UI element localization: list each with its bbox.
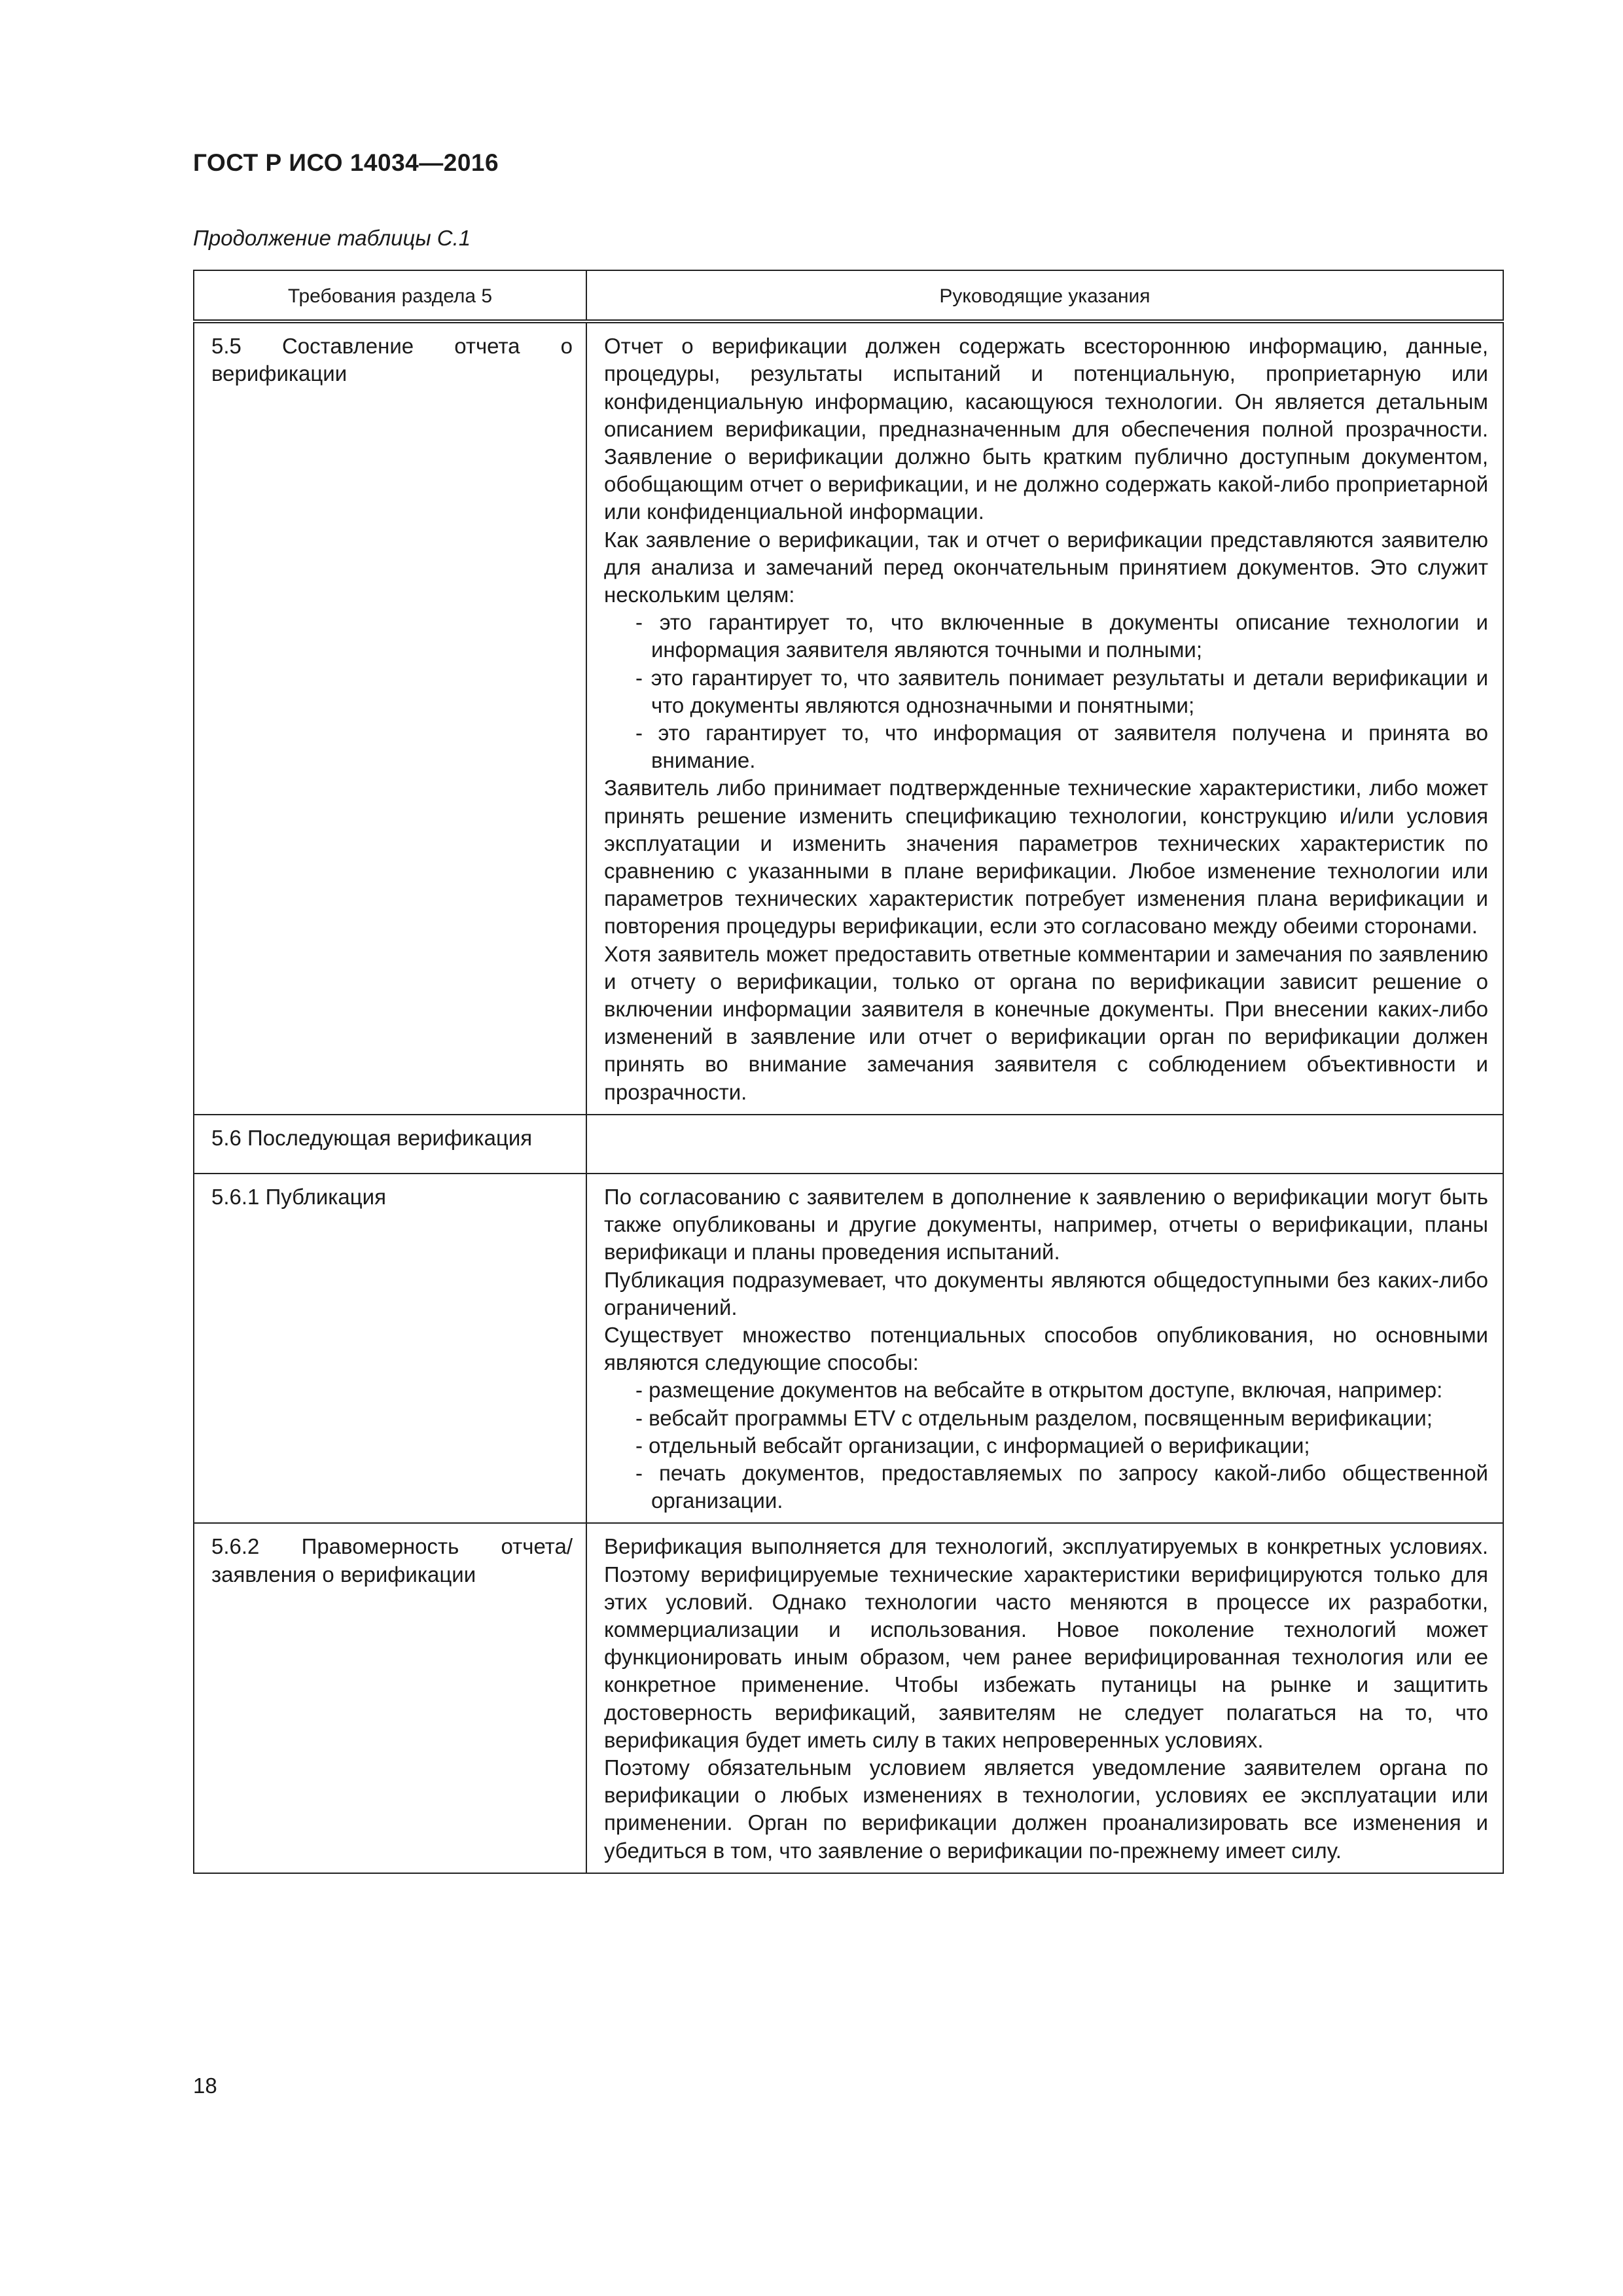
table-body: [194, 321, 1503, 1873]
requirement-cell: [194, 321, 586, 1115]
requirement-text: 5.6.1 Публикация: [211, 1184, 386, 1209]
table-row: [194, 321, 1503, 1115]
requirement-cell: [194, 1115, 586, 1174]
guidance-paragraph: Хотя заявитель может предоставить ответные комментарии и замечания по заявлению и отчету о верификации, только от органа по верификации зависит решение о включении информации заявителя в конечные документы. При внесении каких-либо изменений в заявление или отчет о верификации орган по верификации должен принять во внимание замечания заявителя с соблюдением объективности и прозрачности.: [604, 941, 1488, 1104]
guidance-paragraph: По согласованию с заявителем в дополнение к заявлению о верификации могут быть также опубликованы и другие документы, например, отчеты о верификации, планы верификаци и планы проведения испытаний.: [604, 1184, 1488, 1265]
guidance-list-item: - отдельный вебсайт организации, с информацией о верификации;: [635, 1433, 1310, 1458]
guidance-paragraph: Поэтому обязательным условием является уведомление заявителем органа по верификации о любых изменениях в технологии, условиях ее эксплуатации или применении. Орган по верификации должен проанализировать все изменения и убедиться в том, что заявление о верификации по-прежнему имеет силу.: [604, 1755, 1488, 1863]
table-header-row: [194, 270, 1503, 321]
guidance-list-item: - печать документов, предоставляемых по запросу какой-либо общественной организации.: [635, 1460, 1488, 1513]
guidance-cell: [586, 1523, 1503, 1873]
guidance-list-item: - размещение документов на вебсайте в открытом доступе, включая, например:: [635, 1378, 1443, 1403]
requirement-cell: [194, 1174, 586, 1523]
document-header: ГОСТ Р ИСО 14034—2016: [193, 149, 499, 176]
requirement-text: 5.6.2 Правомерность отчета/ заявления о верификации: [211, 1534, 573, 1587]
guidance-paragraph: Заявитель либо принимает подтвержденные технические характеристики, либо может принять решение изменить спецификацию технологии, конструкцию и/или условия эксплуатации и изменить значения параметров технических характеристик по сравнению с указанными в плане верификации. Любое изменение технологии или параметров технических характеристик потребует изменения плана верификации и повторения процедуры верификации, если это согласовано между обеими сторонами.: [604, 776, 1488, 939]
guidance-paragraph: Существует множество потенциальных способов опубликования, но основными являются следующие способы:: [604, 1322, 1488, 1375]
column-header-requirements: Требования раздела 5: [194, 270, 586, 321]
requirement-text: 5.5 Составление отчета о верификации: [211, 334, 573, 386]
table-row: [194, 1115, 1503, 1174]
guidance-cell: [586, 1174, 1503, 1523]
guidance-cell: [586, 1115, 1503, 1174]
guidance-paragraph: Верификация выполняется для технологий, эксплуатируемых в конкретных условиях. Поэтому верифицируемые технические характеристики верифицируются только для этих условий. Однако технологии часто меняются в процессе их разработки, коммерциализации и использования. Новое поколение технологий может функционировать иным образом, чем ранее верифицированная технология или ее конкретное применение. Чтобы избежать путаницы на рынке и защитить достоверность верификаций, заявителям не следует полагаться на то, что верификация будет иметь силу в таких непроверенных условиях.: [604, 1534, 1488, 1752]
requirement-text: 5.6 Последующая верификация: [211, 1125, 533, 1150]
guidance-table: [193, 270, 1504, 1874]
guidance-list-item: - это гарантирует то, что заявитель понимает результаты и детали верификации и что документы являются однозначными и понятными;: [635, 665, 1488, 717]
guidance-paragraph: Как заявление о верификации, так и отчет о верификации представляются заявителю для анализа и замечаний перед окончательным принятием документов. Это служит нескольким целям:: [604, 527, 1488, 607]
guidance-list-item: - это гарантирует то, что включенные в документы описание технологии и информация заявителя являются точными и полными;: [635, 610, 1488, 662]
table-row: [194, 1523, 1503, 1873]
requirement-cell: [194, 1523, 586, 1873]
page-number: 18: [193, 2073, 217, 2098]
guidance-list-item: - это гарантирует то, что информация от заявителя получена и принята во внимание.: [635, 721, 1488, 773]
table-row: [194, 1174, 1503, 1523]
table-caption: Продолжение таблицы С.1: [193, 226, 471, 250]
guidance-paragraph: Отчет о верификации должен содержать всестороннюю информацию, данные, процедуры, результаты испытаний и потенциальную, проприетарную или конфиденциальную информацию, касающуюся технологии. Он является детальным описанием верификации, предназначенным для обеспечения полной прозрачности. Заявление о верификации должно быть кратким публично доступным документом, обобщающим отчет о верификации, и не должно содержать какой-либо проприетарной или конфиденциальной информации.: [604, 334, 1488, 524]
guidance-paragraph: Публикация подразумевает, что документы являются общедоступными без каких-либо ограничений.: [604, 1267, 1488, 1319]
guidance-list-item: - вебсайт программы ETV с отдельным разделом, посвященным верификации;: [635, 1405, 1433, 1430]
guidance-cell: [586, 321, 1503, 1115]
column-header-guidance: Руководящие указания: [586, 270, 1503, 321]
